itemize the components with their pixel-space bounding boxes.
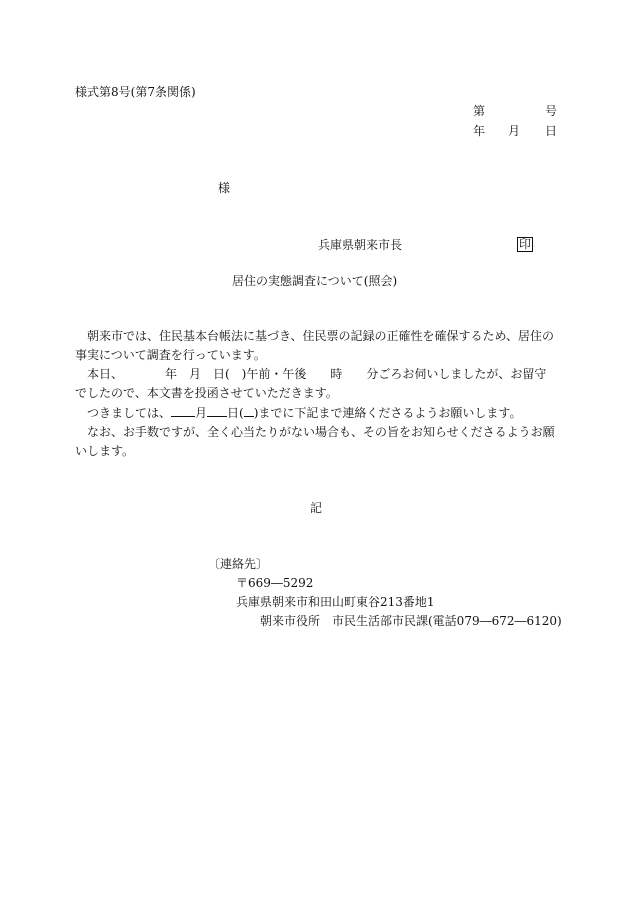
seal-label: 印 [519,237,532,251]
body-line: いします。 [75,444,135,458]
body-line: 本日、 年 月 日( )午前・午後 時 分ごろお伺いしましたが、お留守 [87,367,547,381]
date-month: 月 [508,124,521,138]
body-line: なお、お手数ですが、全く心当たりがない場合も、その旨をお知らせくださるようお願 [87,425,555,439]
date-day: 日 [545,124,558,138]
deadline-day: 日( [227,406,244,420]
day-blank [207,403,227,417]
seal-mark [517,236,533,252]
body-line-deadline [75,403,557,423]
deadline-intro: つきましては、 [87,406,172,420]
deadline-paren-close: ) [253,406,259,420]
document-subject: 居住の実態調査について(照会) [232,274,398,288]
deadline-rest: までに下記まで連絡くださるようお願いします。 [258,406,522,420]
body-line: 朝来市では、住民基本台帳法に基づき、住民票の記録の正確性を確保するため、居住の [87,329,555,343]
deadline-month: 月 [195,406,208,420]
contact-postal: 〒669―5292 [236,576,314,590]
date-year: 年 [473,124,486,138]
addressee-sama: 様 [218,181,231,195]
number-prefix: 第 [473,104,486,118]
form-label: 様式第8号(第7条関係) [75,85,196,99]
body-line: 事実について調査を行っています。 [75,348,266,362]
body-line: でしたので、本文書を投函させていただきます。 [75,386,338,400]
contact-office: 朝来市役所 市民生活部市民課(電話079―672―6120) [260,614,562,628]
sender-title: 兵庫県朝来市長 [318,238,403,252]
contact-label: 〔連絡先〕 [208,557,269,571]
month-blank [171,403,195,417]
contact-address: 兵庫県朝来市和田山町東谷213番地1 [236,595,435,609]
number-suffix: 号 [545,104,558,118]
ki-heading: 記 [310,501,323,515]
body-text [75,327,557,461]
weekday-blank [244,403,254,417]
